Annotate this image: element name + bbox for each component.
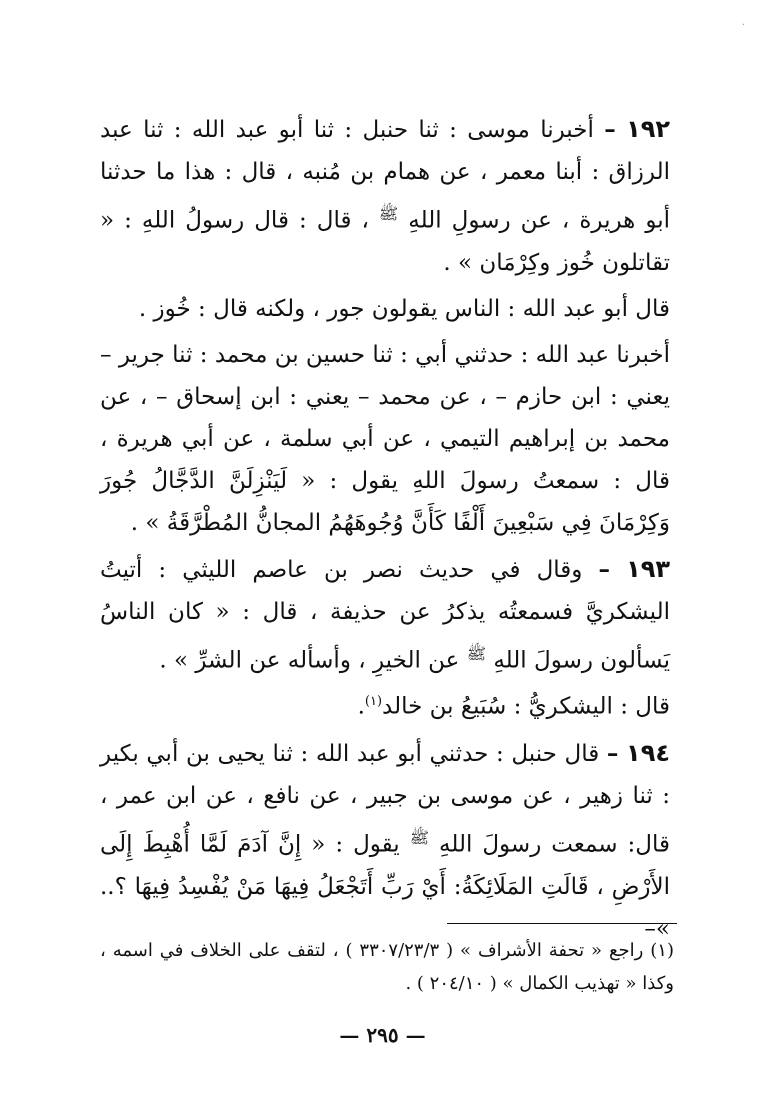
hadith-dash: –: [604, 116, 616, 143]
hadith-192-second-chain: [100, 334, 670, 544]
footnote-separator: [447, 923, 677, 924]
commentary-text: قال أبو عبد الله : الناس يقولون جور ، ولكنه قال : خُوز .: [138, 295, 670, 322]
commentary-paragraph: [100, 288, 670, 330]
footnotes: [100, 934, 674, 1000]
hadith-number: ١٩٢: [626, 115, 671, 143]
hadith-194: [100, 732, 670, 950]
hadith-text: عن الخيرِ ، وأسأله عن الشرِّ » .: [159, 647, 467, 674]
hadith-dash: –: [606, 739, 619, 767]
hadith-text: أخبرنا عبد الله : حدثني أبي : ثنا حسين بن محمد : ثنا جرير – يعني : ابن حازم – ، عن محمد – يعني : ابن إسحاق – ، عن محمد بن إبراهيم التيمي ، عن أبي سلمة ، عن أبي هريرة ، قال : سمعتُ رسولَ اللهِ يقول : « لَيَنْزِلَنَّ الدَّجَّالُ جُورَ وَكِرْمَانَ فِي سَبْعِينَ أَلْفًا كَأَنَّ وُجُوهَهُمُ المجانُّ المُطْرَّقَةُ » .: [100, 341, 670, 536]
salutation-glyph: ﷺ: [409, 827, 430, 847]
note-text: قال : اليشكريُّ : سُبَيعُ بن خالد: [382, 693, 670, 720]
main-text: [100, 108, 670, 950]
hadith-text: وقال في حديث نصر بن عاصم الليثي : أتيتُ اليشكريَّ فسمعتُه يذكرُ عن حذيفة ، قال : « كان الناسُ يَسألون رسولَ اللهِ: [100, 556, 670, 674]
hadith-dash: –: [598, 555, 610, 583]
hadith-193: [100, 548, 670, 682]
hadith-text: أخبرنا موسى : ثنا حنبل : ثنا أبو عبد الله : ثنا عبد الرزاق : أبنا معمر ، عن همام بن مُنبه ، قال : هذا ما حدثنا أبو هريرة ، عن رسولِ اللهِ: [100, 117, 670, 234]
hadith-number: ١٩٣: [626, 554, 671, 583]
narrator-note: [100, 681, 670, 728]
salutation-glyph: ﷺ: [466, 643, 487, 663]
hadith-text: قال حنبل : حدثني أبو عبد الله : ثنا يحيى بن أبي بكير : ثنا زهير ، عن موسى بن جبير ، عن نافع ، عن ابن عمر ، قال: سمعت رسولَ اللهِ: [100, 740, 670, 858]
note-text: .: [357, 693, 365, 720]
footnote-reference[interactable]: (١): [364, 694, 383, 710]
hadith-text: ، قال : قال رسولُ اللهِ : « تقاتلون خُوز وكِرْمَان » .: [100, 207, 670, 276]
hadith-192: [100, 108, 670, 284]
hadith-text: يقول : « إِنَّ آدَمَ لَمَّا أُهْبِطَ إِلَى الأَرْضِ ، قَالَتِ المَلَائِكَةُ: أَيْ رَبِّ أَتَجْعَلُ فِيهَا مَنْ يُفْسِدُ فِيهَا ؟.. »–: [100, 831, 670, 942]
salutation-glyph: ﷺ: [378, 204, 399, 223]
page-mark: ·: [741, 20, 745, 31]
hadith-number: ١٩٤: [626, 738, 670, 767]
footnote-1: (١) راجع « تحفة الأشراف » ( ٣٣٠٧/٢٣/٣ ) ، لتقف على الخلاف في اسمه ، وكذا « تهذيب الكمال » ( ٢٠٤/١٠ ) .: [100, 940, 674, 994]
page-number: — ٢٩٥ —: [339, 1023, 426, 1047]
